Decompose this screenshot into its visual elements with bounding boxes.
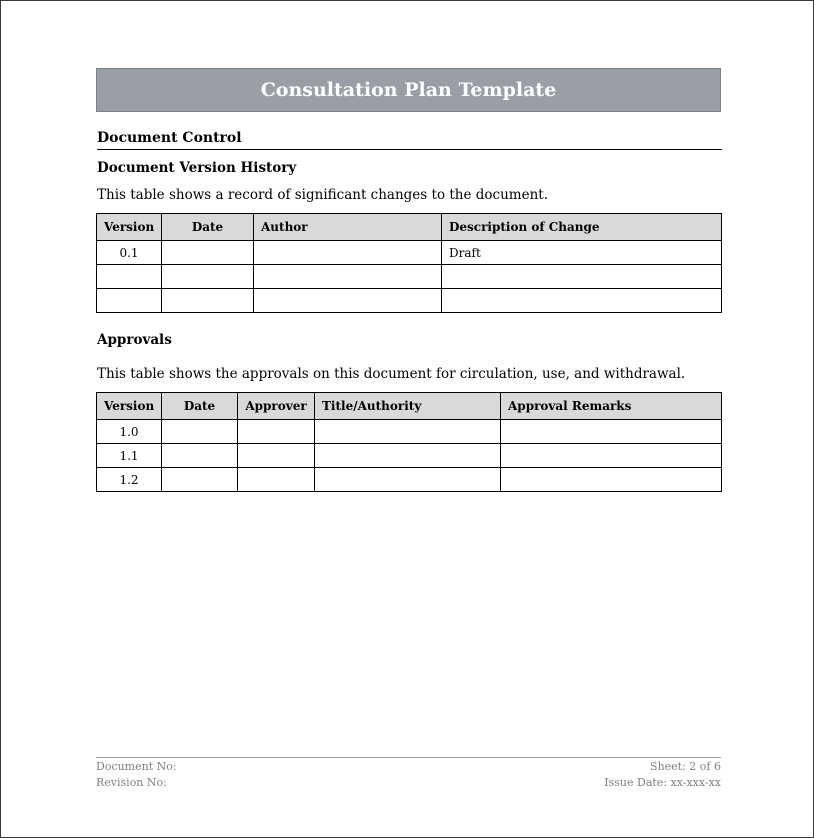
revision-number-label: Revision No: [96, 776, 167, 789]
table-header-row [97, 214, 722, 241]
table-row [97, 289, 722, 313]
table-row [97, 241, 722, 265]
table-cell: Draft [442, 241, 722, 265]
table-row [97, 265, 722, 289]
table-cell [501, 420, 722, 444]
table-cell [442, 265, 722, 289]
table-cell [254, 265, 442, 289]
table-cell [315, 468, 501, 492]
table-cell [162, 420, 238, 444]
table-cell [162, 468, 238, 492]
column-header: Date [162, 214, 254, 241]
table-cell [254, 241, 442, 265]
table-row [97, 444, 722, 468]
table-cell [162, 444, 238, 468]
document-title: Consultation Plan Template [96, 68, 721, 112]
table-cell [162, 265, 254, 289]
table-cell [501, 468, 722, 492]
table-cell: 0.1 [97, 241, 162, 265]
column-header: Approver [238, 393, 315, 420]
table-cell: 1.1 [97, 444, 162, 468]
table-cell [315, 420, 501, 444]
column-header: Version [97, 393, 162, 420]
table-row [97, 468, 722, 492]
column-header: Description of Change [442, 214, 722, 241]
table-cell [501, 444, 722, 468]
page-footer [96, 757, 721, 791]
sheet-number: Sheet: 2 of 6 [650, 760, 721, 773]
table-cell [162, 289, 254, 313]
table-cell: 1.2 [97, 468, 162, 492]
column-header: Author [254, 214, 442, 241]
table-cell: 1.0 [97, 420, 162, 444]
table-header-row [97, 393, 722, 420]
column-header: Date [162, 393, 238, 420]
table-cell [238, 420, 315, 444]
column-header: Title/Authority [315, 393, 501, 420]
approvals-description: This table shows the approvals on this document for circulation, use, and withdrawal. [97, 366, 686, 382]
table-cell [254, 289, 442, 313]
version-history-table [96, 213, 722, 313]
version-history-description: This table shows a record of significant changes to the document. [97, 187, 548, 203]
table-cell [97, 265, 162, 289]
issue-date: Issue Date: xx-xxx-xx [604, 776, 721, 789]
table-cell [442, 289, 722, 313]
table-cell [97, 289, 162, 313]
table-row [97, 420, 722, 444]
approvals-heading: Approvals [97, 332, 172, 348]
table-cell [162, 241, 254, 265]
section-heading-document-control: Document Control [97, 130, 722, 150]
column-header: Approval Remarks [501, 393, 722, 420]
document-number-label: Document No: [96, 760, 177, 773]
table-cell [238, 444, 315, 468]
approvals-table [96, 392, 722, 492]
version-history-heading: Document Version History [97, 160, 297, 176]
column-header: Version [97, 214, 162, 241]
table-cell [238, 468, 315, 492]
table-cell [315, 444, 501, 468]
